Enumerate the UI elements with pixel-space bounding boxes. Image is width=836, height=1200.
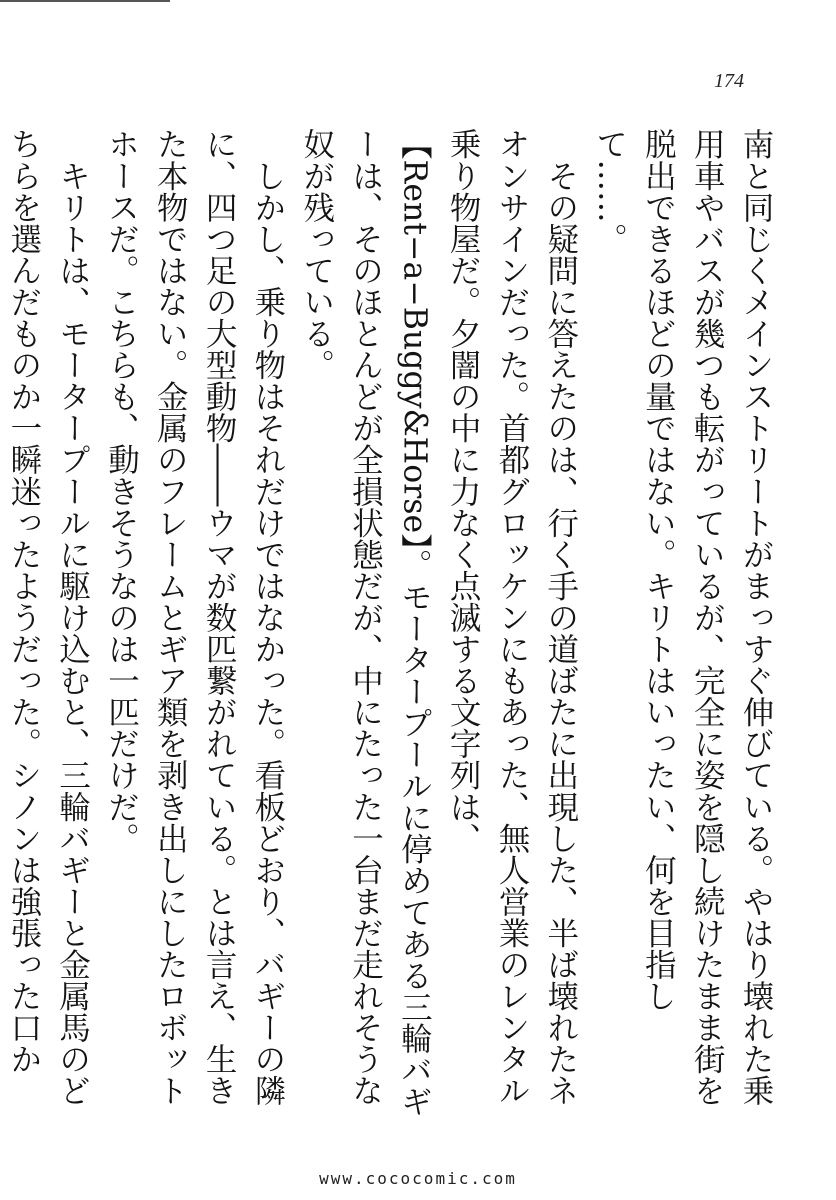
site-watermark: www.cococomic.com	[319, 1169, 517, 1188]
paragraph-2: その疑問に答えたのは、行く手の道ばたに出現した、半ば壊れたネオンサインだった。首都グロッケンにもあった、無人営業のレンタル乗り物屋だ。夕闇の中に力なく点滅する文字列は、【Rent−a−Buggy&Horse】。モータープールに停めてある三輪バギーは、そのほとんどが全損状態だが、中にたった一台まだ走れそうな奴が残っている。	[298, 128, 579, 1117]
paragraph-4: キリトは、モータープールに駆け込むと、三輪バギーと金属馬のどちらを選んだものか一瞬迷ったようだった。シノンは強張った口か	[5, 128, 91, 1107]
novel-body-text	[5, 128, 780, 1128]
paragraph-1: 南と同じくメインストリートがまっすぐ伸びている。やはり壊れた乗用車やバスが幾つも転がっているが、完全に姿を隠し続けたまま街を脱出できるほどの量ではない。キリトはいったい、何を目指して……。	[591, 128, 774, 1107]
page-number: 174	[714, 70, 744, 92]
top-rule	[0, 0, 170, 2]
paragraph-3: しかし、乗り物はそれだけではなかった。看板どおり、バギーの隣に、四つ足の大型動物――ウマが数匹繋がれている。とは言え、生きた本物ではない。金属のフレームとギア類を剥き出しにしたロボットホースだ。こちらも、動きそうなのは一匹だけだ。	[103, 128, 286, 1107]
